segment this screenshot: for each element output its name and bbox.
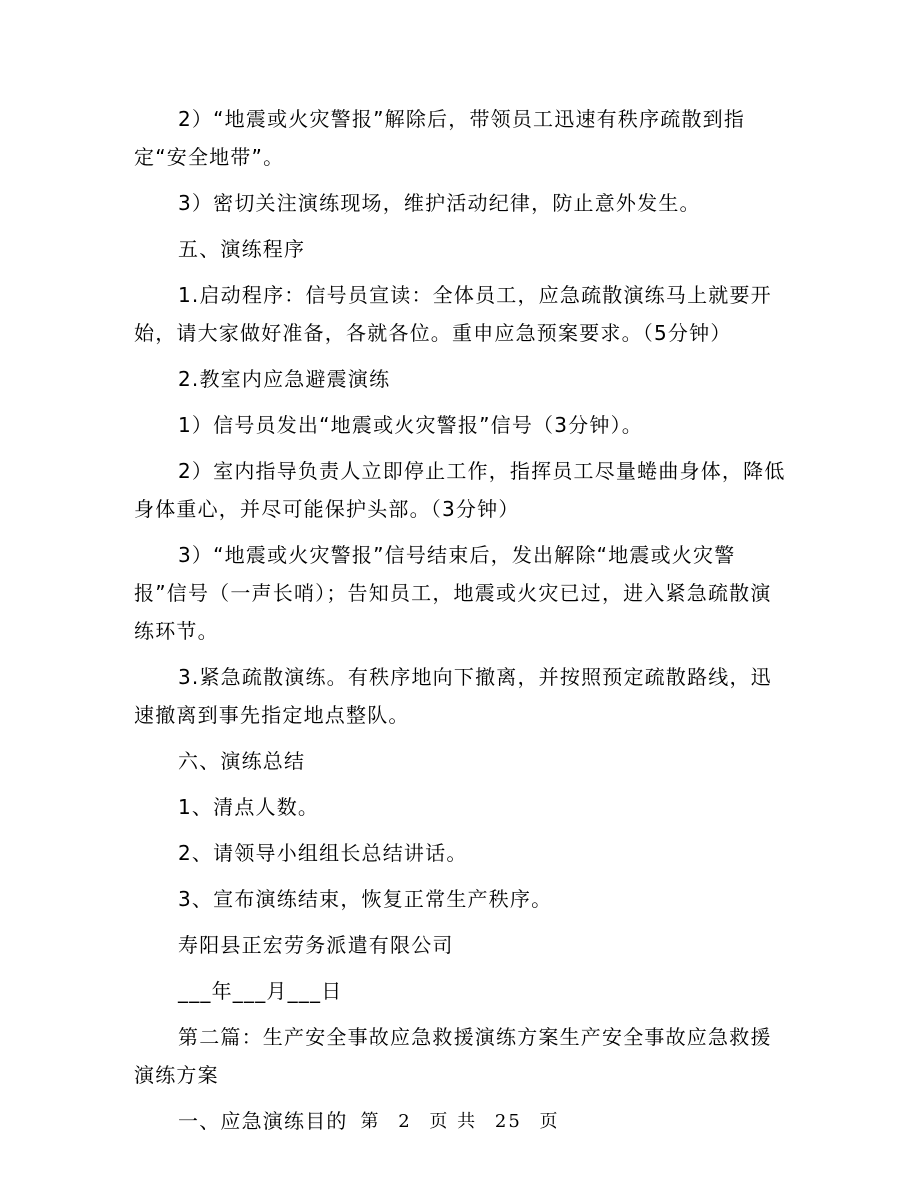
paragraph-drill-end: 3、宣布演练结束，恢复正常生产秩序。	[178, 887, 553, 911]
footer-current-page: 2	[398, 1111, 412, 1132]
section-heading-summary: 六、演练总结	[178, 749, 306, 773]
paragraph-start-procedure: 1.启动程序：信号员宣读：全体员工，应急疏散演练马上就要开始，请大家做好准备，各就各位。重申应急预案要求。（5分钟）	[134, 283, 772, 345]
paragraph-indoor-guidance: 2）室内指导负责人立即停止工作，指挥员工尽量蜷曲身体，降低身体重心，并尽可能保护头部。（3分钟）	[134, 459, 786, 521]
date-line: ___年___月___日	[178, 979, 343, 1003]
paragraph-signal-alarm: 1）信号员发出“地震或火灾警报”信号（3分钟）。	[178, 413, 643, 437]
company-signature: 寿阳县正宏劳务派遣有限公司	[178, 933, 454, 957]
paragraph-monitor-site: 3）密切关注演练现场，维护活动纪律，防止意外发生。	[178, 191, 701, 215]
paragraph-leader-speech: 2、请领导小组组长总结讲话。	[178, 841, 468, 865]
footer-prefix: 第	[360, 1111, 381, 1132]
section-heading-purpose: 一、应急演练目的	[178, 1109, 348, 1133]
paragraph-evacuation-drill: 3.紧急疏散演练。有秩序地向下撤离，并按照预定疏散路线，迅速撤离到事先指定地点整队。	[134, 665, 772, 727]
chapter-heading-second: 第二篇：生产安全事故应急救援演练方案生产安全事故应急救援演练方案	[134, 1025, 772, 1087]
paragraph-headcount: 1、清点人数。	[178, 795, 320, 819]
document-body	[134, 100, 786, 1148]
section-heading-procedure: 五、演练程序	[178, 237, 306, 261]
paragraph-signal-end: 3）“地震或火灾警报”信号结束后，发出解除“地震或火灾警报”信号（一声长哨）；告知员工，地震或火灾已过，进入紧急疏散演练环节。	[134, 543, 772, 643]
footer-total-pages: 25	[494, 1111, 522, 1132]
paragraph-release-alarm: 2）“地震或火灾警报”解除后，带领员工迅速有秩序疏散到指定“安全地带”。	[134, 107, 746, 169]
footer-suffix: 页	[539, 1111, 560, 1132]
footer-middle: 页 共	[429, 1111, 478, 1132]
page-footer	[0, 1110, 920, 1134]
paragraph-classroom-drill: 2.教室内应急避震演练	[178, 367, 391, 391]
